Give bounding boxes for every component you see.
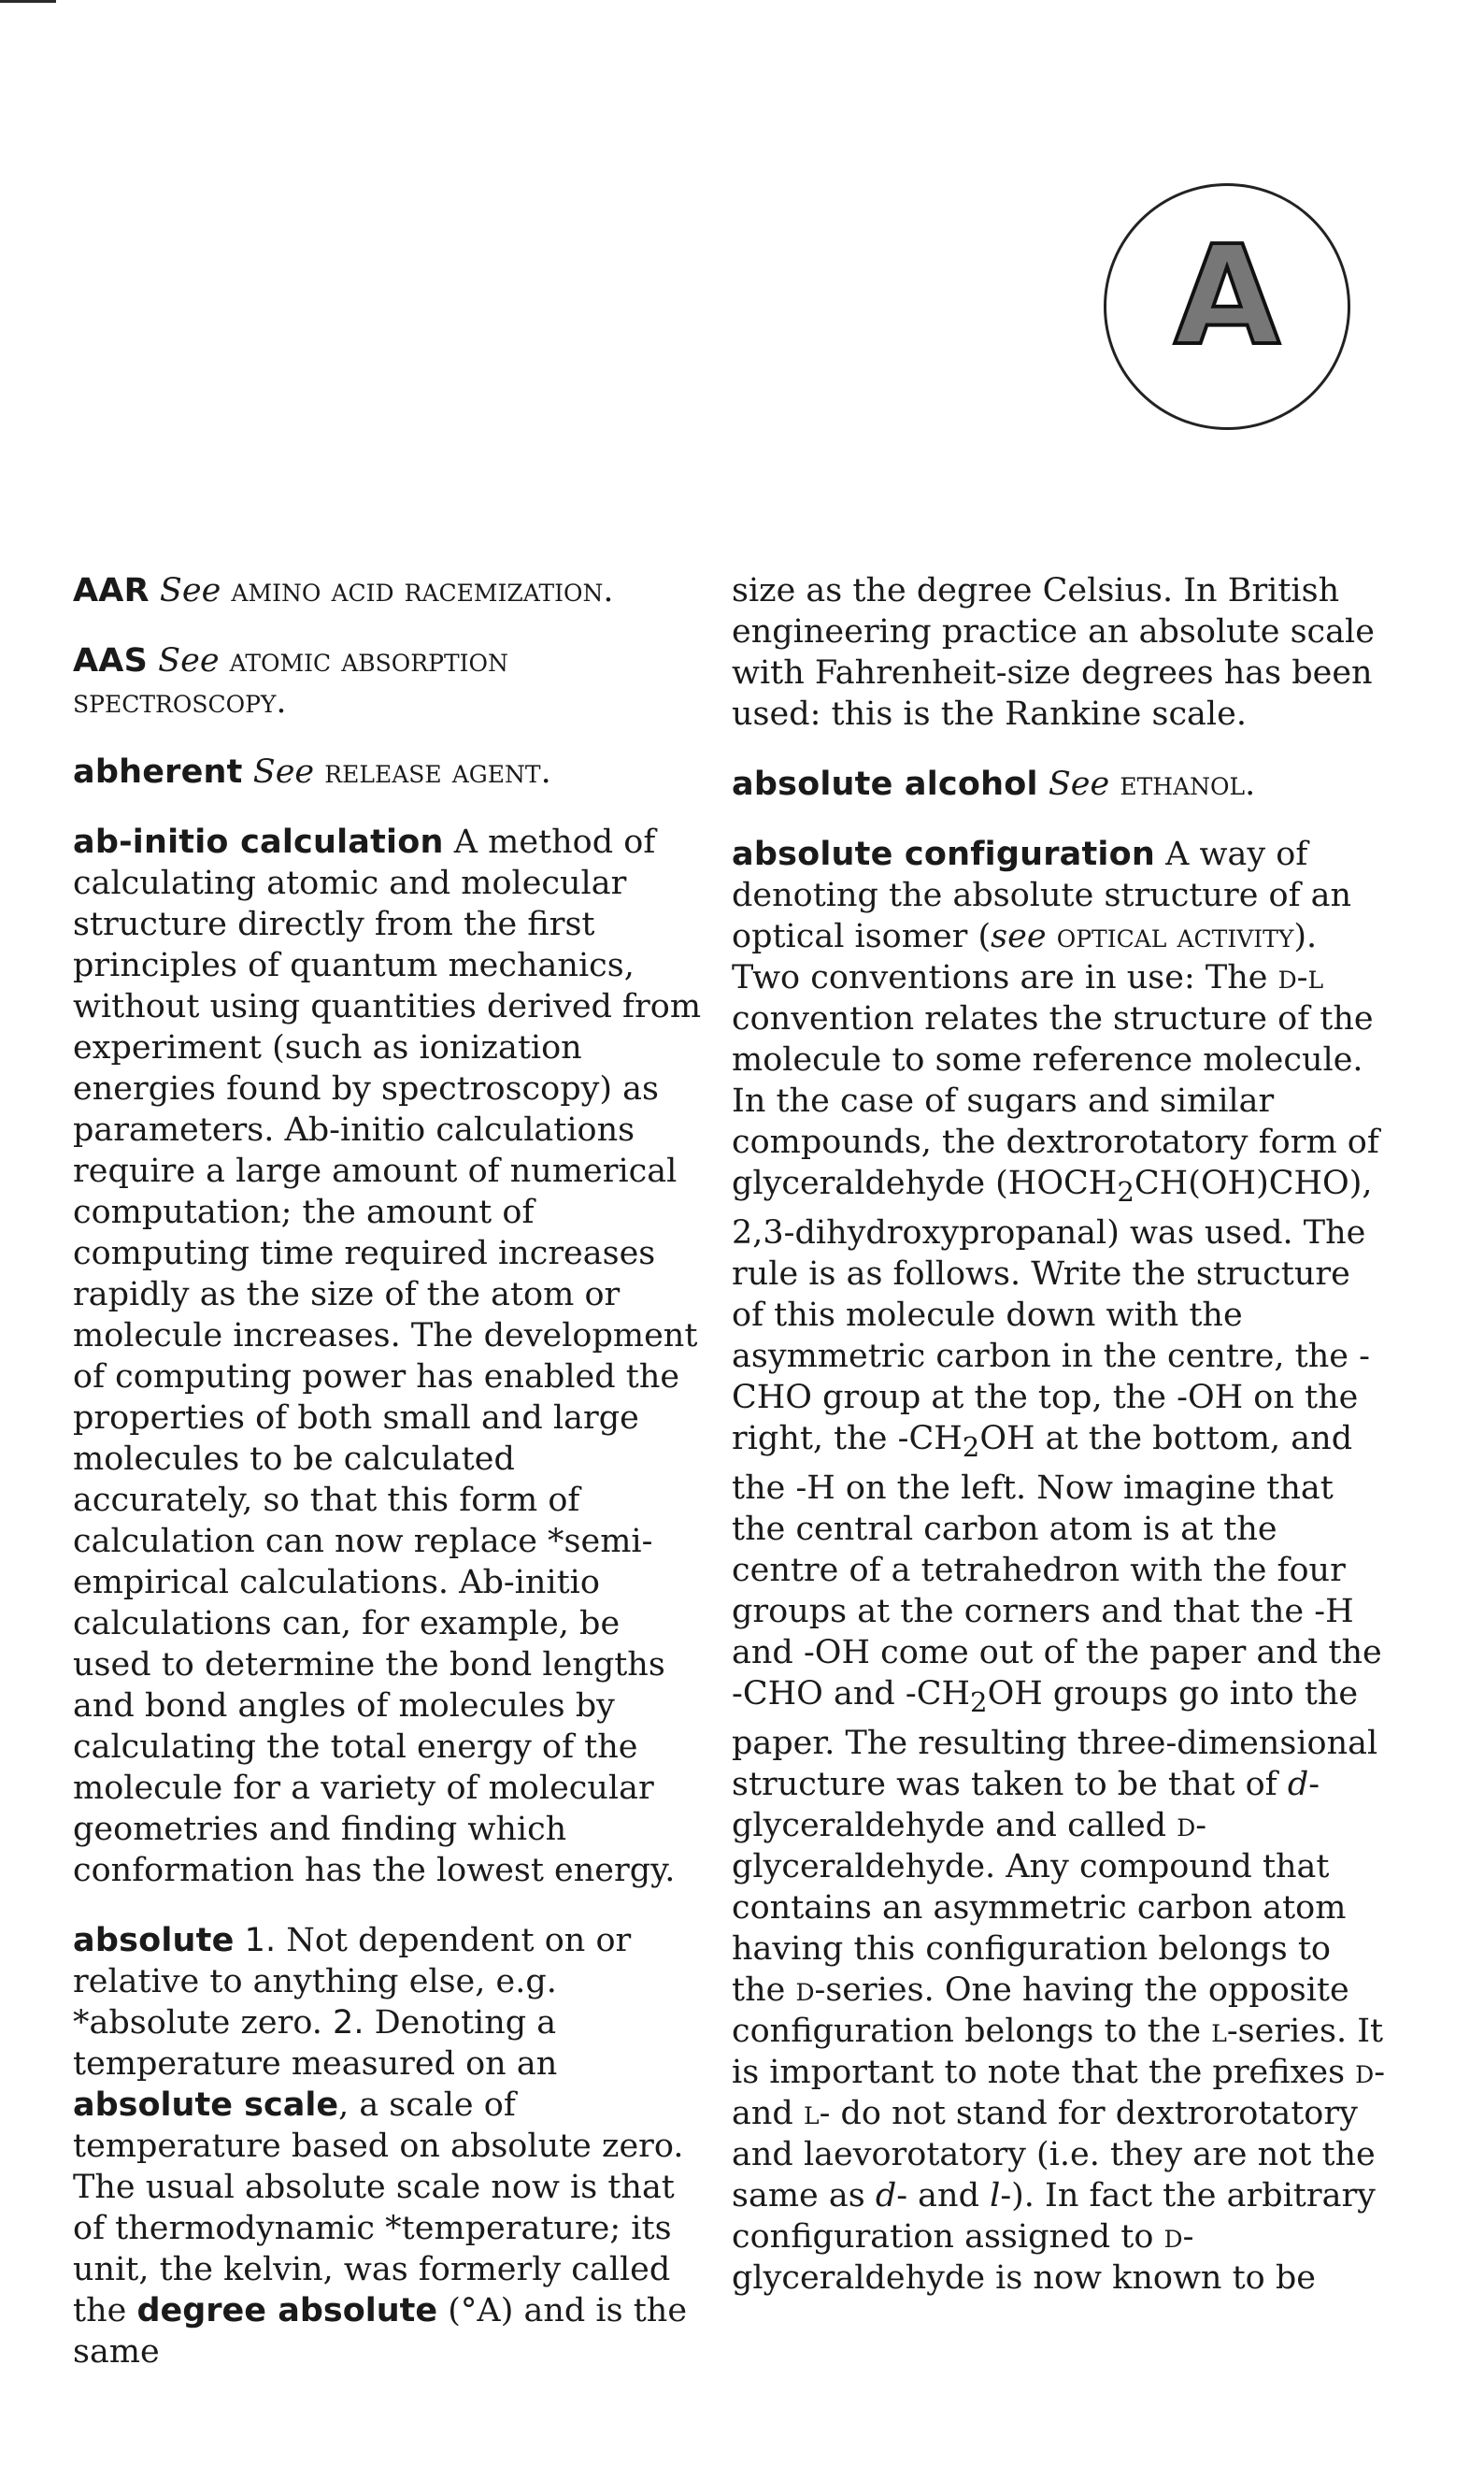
section-letter-badge	[1104, 183, 1350, 430]
see-label: See	[159, 572, 221, 609]
entry-ab-initio-calculation	[73, 822, 704, 1891]
headword: abherent	[73, 753, 243, 791]
entry-absolute: absolute 1. Not dependent on or relative to anything else, e.g. *absolute zero. 2. Denoting a temperature measured on an absolute scale, a scale of temperature based on absolute zero. The usual absolute scale now is that of thermodynamic *temperature; its unit, the kelvin, was formerly called the degree absolute (°A) and is the same	[73, 1922, 688, 2371]
see-label: See	[1048, 766, 1110, 803]
defined-term: degree absolute	[136, 2292, 438, 2329]
entry-abherent: abherent See release agent.	[73, 753, 551, 791]
headword: ab-initio calculation	[73, 824, 444, 861]
see-label: see	[991, 918, 1047, 955]
section-letter-svg	[1106, 186, 1348, 427]
see-label: See	[158, 642, 220, 680]
right-column	[732, 570, 1386, 2328]
defined-term: absolute scale	[73, 2086, 339, 2124]
cross-reference: amino acid racemization	[231, 572, 604, 609]
cross-reference: atomic absorption spectroscopy	[73, 642, 508, 721]
section-letter: A	[1174, 216, 1280, 377]
cross-reference: release agent	[324, 753, 541, 791]
entry-aar: AAR See amino acid racemization.	[73, 572, 614, 609]
top-rule	[0, 0, 56, 3]
entry-absolute-alcohol: absolute alcohol See ethanol.	[732, 766, 1256, 803]
headword: AAS	[73, 642, 148, 680]
cross-reference: ethanol	[1120, 766, 1246, 803]
see-label: See	[252, 753, 315, 791]
left-column	[73, 570, 704, 2401]
sense-number: 1.	[234, 1922, 277, 1959]
headword: absolute	[73, 1922, 235, 1959]
sense-number: 2.	[333, 2004, 364, 2042]
headword: absolute configuration	[732, 836, 1155, 873]
entry-body: A method of calculating atomic and molecular structure directly from the first principles of quantum mechanics, without using quantities derived from experiment (such as ionization energies found by spectroscopy) as parameters. Ab-initio calculations require a large amount of numerical computation; the amount of computing time required increases rapidly as the size of the atom or molecule increases. The development of computing power has enabled the properties of both small and large molecules to be calculated accurately, so that this form of calculation can now replace *semi-empirical calculations. Ab-initio calculations can, for example, be used to determine the bond lengths and bond angles of molecules by calculating the total energy of the molecule for a variety of molecular geometries and finding which conformation has the lowest energy.	[73, 824, 702, 1889]
cross-reference: optical activity	[1056, 918, 1294, 955]
entry-absolute-configuration: absolute configuration A way of denoting the absolute structure of an optical isomer (see optical activity). Two conventions are in use: The d-l convention relates the structure of the molecule to some reference molecule. In the case of sugars and similar compounds, the dextrorotatory form of glyceraldehyde $(HOCH_2CH(OH)CHO)$, 2,3-dihydroxypropanal) was used. The rule is as follows. Write the structure of this molecule down with the asymmetric carbon in the centre, the -CHO group at the top, the -OH on the right, the $-CH_2OH$ at the bottom, and the -H on the left. Now imagine that the central carbon atom is at the centre of a tetrahedron with the four groups at the corners and that the -H and -OH come out of the paper and the -CHO and $-CH_2OH$ groups go into the paper. The resulting three-dimensional structure was taken to be that of d-glyceraldehyde and called d-glyceraldehyde. Any compound that contains an asymmetric carbon atom having this configuration belongs to the d-series. One having the opposite configuration belongs to the l-series. It is important to note that the prefixes d- and l- do not stand for dextrorotatory and laevorotatory (i.e. they are not the same as d- and l-). In fact the arbitrary configuration assigned to d-glyceraldehyde is now known to be	[732, 836, 1386, 2297]
headword: absolute alcohol	[732, 766, 1038, 803]
entry-absolute-continued: size as the degree Celsius. In British engineering practice an absolute scale with Fahrenheit-size degrees has been used: this is the Rankine scale.	[732, 572, 1375, 733]
headword: AAR	[73, 572, 150, 609]
entry-aas: AAS See atomic absorption spectroscopy.	[73, 642, 508, 721]
